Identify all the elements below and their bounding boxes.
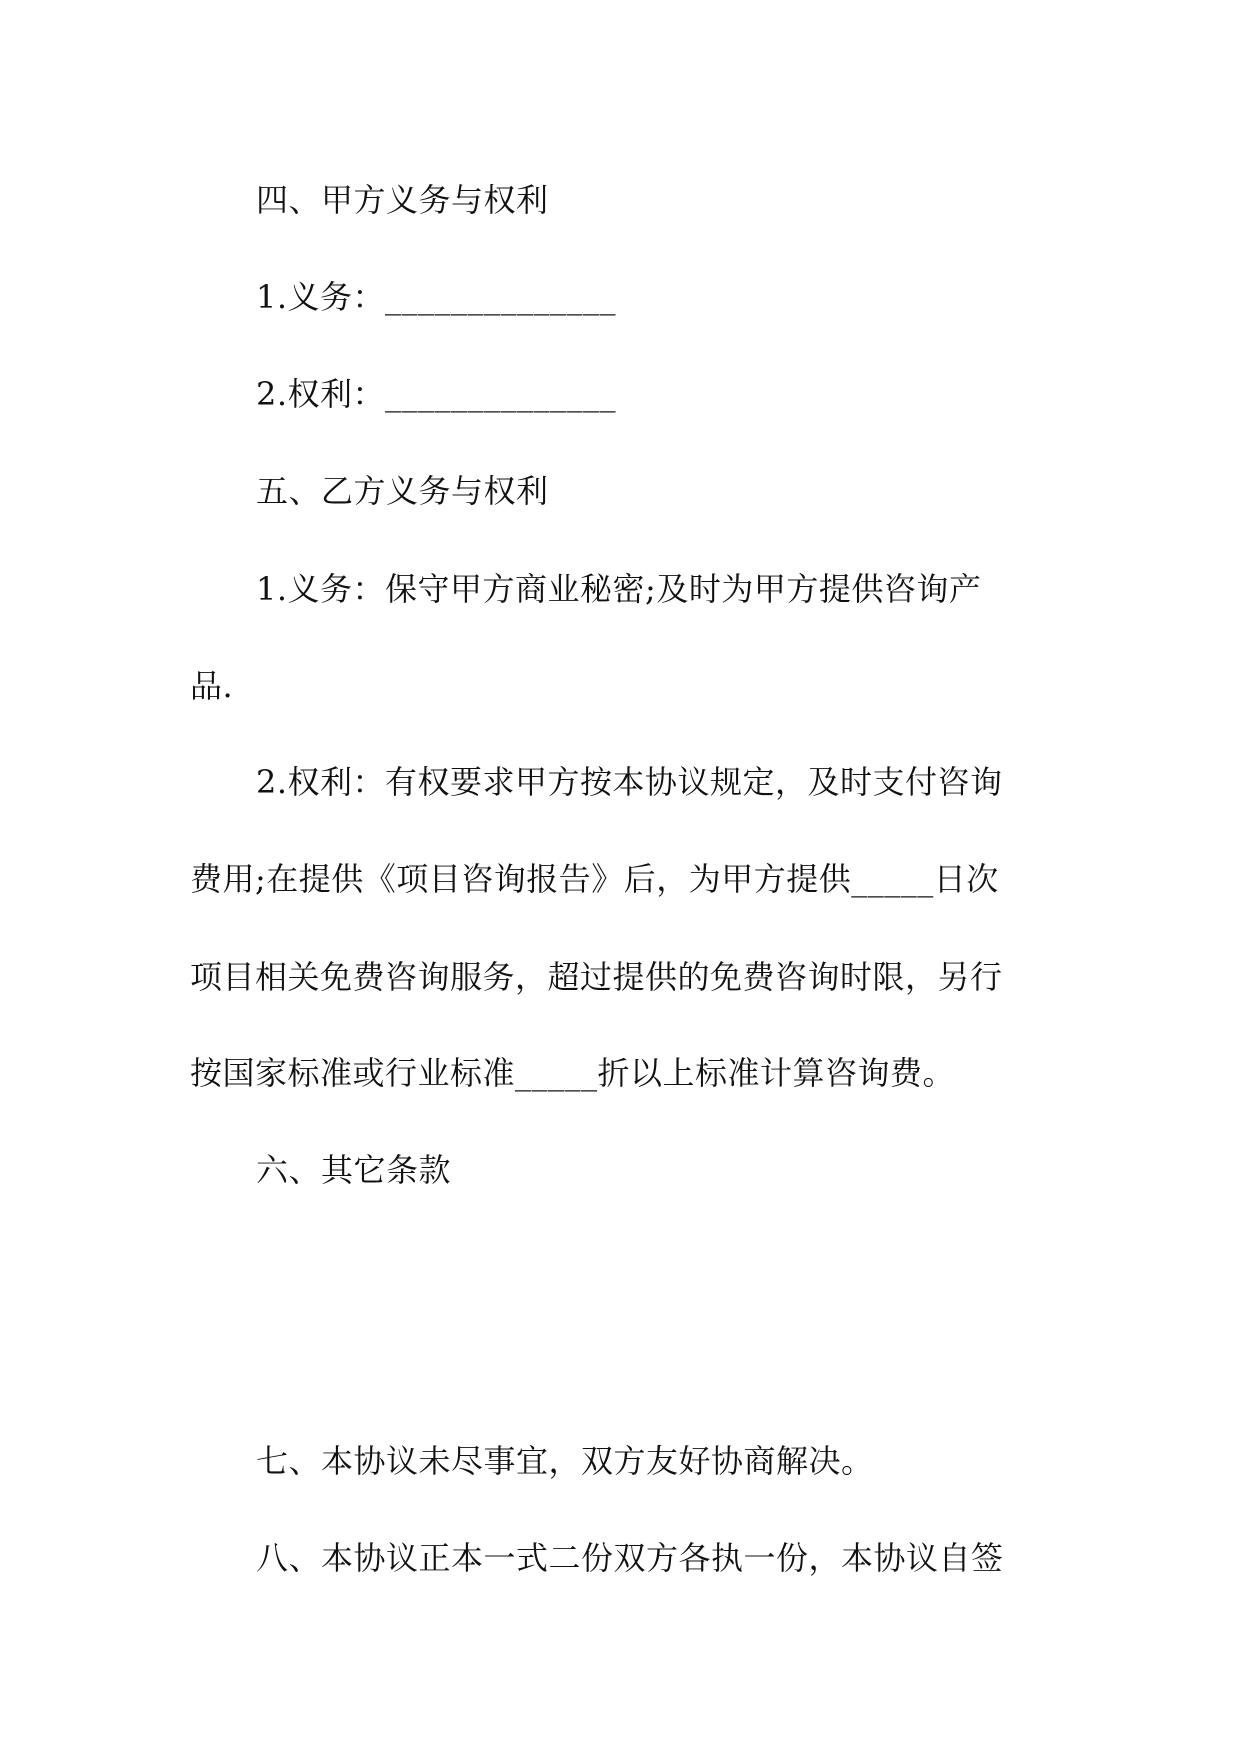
party-b-right-continuation-1: 费用;在提供《项目咨询报告》后，为甲方提供_____日次 [190,860,999,898]
section-8-line: 八、本协议正本一式二份双方各执一份，本协议自签 [256,1539,1004,1577]
party-b-right-continuation-3: 按国家标准或行业标准_____折以上标准计算咨询费。 [190,1054,956,1092]
party-a-right-line: 2.权利：______________ [256,375,617,413]
party-a-obligation-line: 1.义务：______________ [256,278,617,316]
party-b-right-continuation-2: 项目相关免费咨询服务，超过提供的免费咨询时限，另行 [190,958,1003,996]
section-4-heading: 四、甲方义务与权利 [256,181,549,219]
party-b-obligation-line: 1.义务：保守甲方商业秘密;及时为甲方提供咨询产 [256,570,982,608]
section-5-heading: 五、乙方义务与权利 [256,472,549,510]
party-b-right-line: 2.权利：有权要求甲方按本协议规定，及时支付咨询 [256,763,1003,801]
party-b-obligation-continuation: 品. [190,667,234,705]
section-6-heading: 六、其它条款 [256,1151,452,1189]
section-7-line: 七、本协议未尽事宜，双方友好协商解决。 [256,1442,874,1480]
